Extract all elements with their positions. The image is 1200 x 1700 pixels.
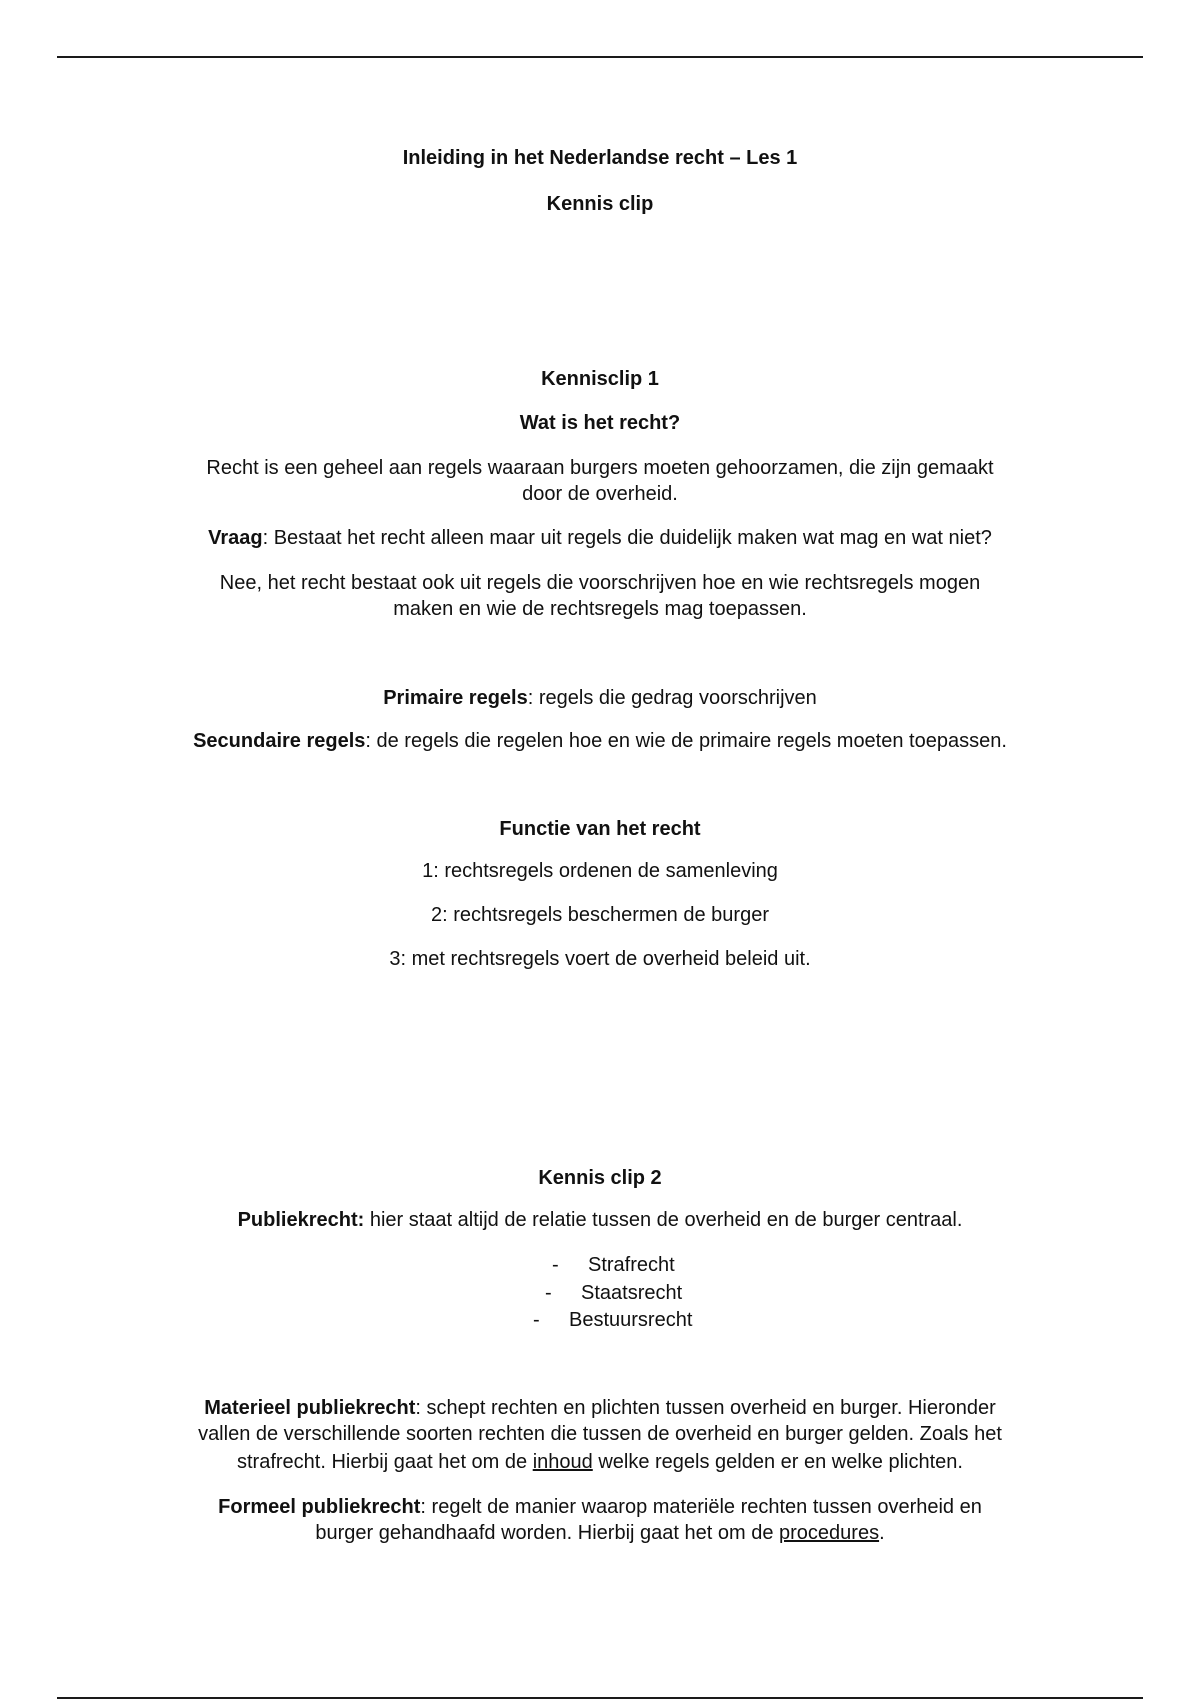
answer-line-1: Nee, het recht bestaat ook uit regels die voorschrijven hoe en wie rechtsregels mogen: [219, 572, 981, 594]
definition-line-2: door de overheid.: [522, 483, 678, 505]
bullet-item-strafrecht: Strafrecht: [588, 1254, 675, 1276]
secundaire-label: Secundaire regels: [193, 730, 366, 752]
definition-line-1: Recht is een geheel aan regels waaraan burgers moeten gehoorzamen, die zijn gemaakt: [206, 457, 994, 479]
answer-line-2: maken en wie de rechtsregels mag toepassen.: [393, 598, 807, 620]
vraag-label: Vraag: [208, 527, 263, 549]
materieel-line-2: vallen de verschillende soorten rechten die tussen de overheid en burger gelden. Zoals het: [198, 1423, 1002, 1445]
primaire-label: Primaire regels: [383, 687, 528, 709]
formeel-text-1: : regelt de manier waarop materiële rechten tussen overheid en: [420, 1496, 982, 1518]
formeel-text-2-post: .: [879, 1522, 885, 1544]
secundaire-text: : de regels die regelen hoe en wie de primaire regels moeten toepassen.: [365, 730, 1007, 752]
formeel-label: Formeel publiekrecht: [218, 1496, 421, 1518]
materieel-text-1: : schept rechten en plichten tussen overheid en burger. Hieronder: [415, 1397, 996, 1419]
materieel-line-3: [0, 1449, 1200, 1475]
publiekrecht-paragraph: [0, 1207, 1200, 1233]
secundaire-regels: [0, 728, 1200, 754]
bottom-rule: [57, 1697, 1143, 1699]
materieel-text-3-post: welke regels gelden er en welke plichten.: [592, 1451, 963, 1473]
document-title: Inleiding in het Nederlandse recht – Les 1: [402, 147, 798, 169]
vraag-text: : Bestaat het recht alleen maar uit regels die duidelijk maken wat mag en wat niet?: [262, 527, 992, 549]
functie-item-1: 1: rechtsregels ordenen de samenleving: [422, 860, 778, 882]
inhoud-underlined: inhoud: [532, 1451, 593, 1473]
question-heading: Wat is het recht?: [519, 412, 681, 434]
clip2-heading: Kennis clip 2: [538, 1167, 662, 1189]
publiek-label: Publiekrecht:: [237, 1209, 365, 1231]
bullet-marker: -: [552, 1254, 559, 1276]
formeel-line-1: [0, 1494, 1200, 1520]
functie-heading: Functie van het recht: [499, 818, 701, 840]
functie-item-2: 2: rechtsregels beschermen de burger: [431, 904, 769, 926]
materieel-text-3-pre: strafrecht. Hierbij gaat het om de: [237, 1451, 533, 1473]
bullet-item-bestuursrecht: Bestuursrecht: [569, 1309, 693, 1331]
clip1-heading: Kennisclip 1: [541, 368, 659, 390]
publiek-text: hier staat altijd de relatie tussen de overheid en de burger centraal.: [364, 1209, 963, 1231]
bullet-marker: -: [545, 1282, 552, 1304]
top-rule: [57, 56, 1143, 58]
document-subtitle: Kennis clip: [546, 193, 654, 215]
vraag-paragraph: [0, 525, 1200, 551]
materieel-label: Materieel publiekrecht: [204, 1397, 416, 1419]
formeel-line-2: [0, 1520, 1200, 1546]
materieel-line-1: [0, 1395, 1200, 1421]
bullet-marker: -: [533, 1309, 540, 1331]
formeel-text-2-pre: burger gehandhaafd worden. Hierbij gaat het om de: [315, 1522, 780, 1544]
primaire-regels: [0, 685, 1200, 711]
bullet-item-staatsrecht: Staatsrecht: [581, 1282, 683, 1304]
functie-item-3: 3: met rechtsregels voert de overheid beleid uit.: [389, 948, 811, 970]
procedures-underlined: procedures: [779, 1522, 880, 1544]
primaire-text: : regels die gedrag voorschrijven: [527, 687, 817, 709]
